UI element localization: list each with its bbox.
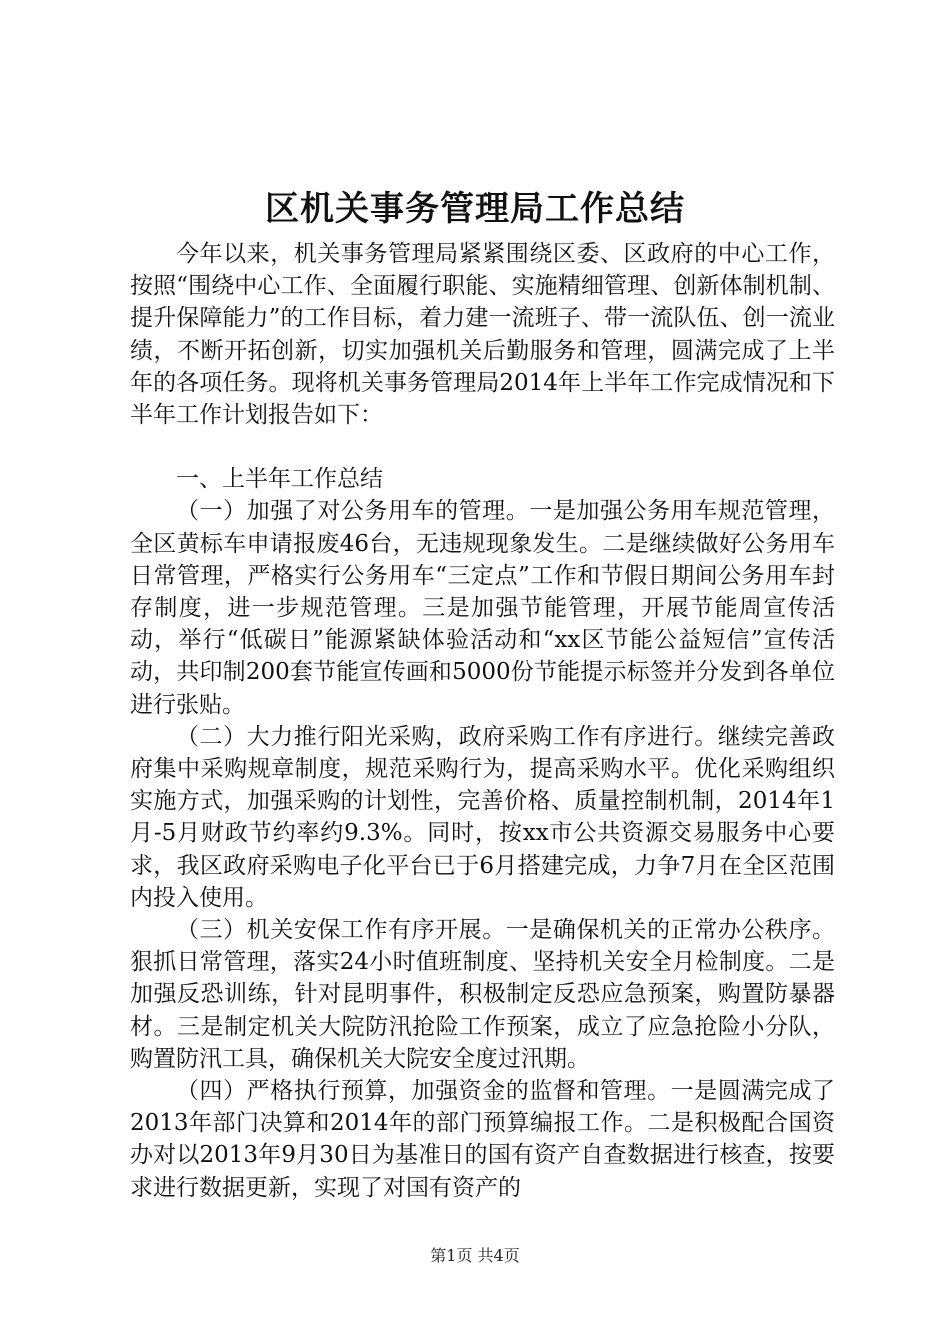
page-number-footer: 第1页 共4页 xyxy=(430,1246,520,1265)
paragraph-item-3: （三）机关安保工作有序开展。一是确保机关的正常办公秩序。狠抓日常管理，落实24小时值班制度、坚持机关安全月检制度。二是加强反恐训练，针对昆明事件，积极制定反恐应急预案，购置防暴器材。三是制定机关大院防汛抢险工作预案，成立了应急抢险小分队，购置防汛工具，确保机关大院安全度过汛期。 xyxy=(130,917,835,1072)
paragraph-item-2: （二）大力推行阳光采购，政府采购工作有序进行。继续完善政府集中采购规章制度，规范采购行为，提高采购水平。优化采购组织实施方式，加强采购的计划性，完善价格、质量控制机制，2014年1月-5月财政节约率约9.3%。同时，按xx市公共资源交易服务中心要求，我区政府采购电子化平台已于6月搭建完成，力争7月在全区范围内投入使用。 xyxy=(130,723,835,911)
paragraph-item-4: （四）严格执行预算，加强资金的监督和管理。一是圆满完成了2013年部门决算和2014年的部门预算编报工作。二是积极配合国资办对以2013年9月30日为基准日的国有资产自查数据进行核查，按要求进行数据更新，实现了对国有资产的 xyxy=(130,1078,835,1201)
document-title: 区机关事务管理局工作总结 xyxy=(265,189,685,229)
paragraph-item-1: （一）加强了对公务用车的管理。一是加强公务用车规范管理，全区黄标车申请报废46台，无违规现象发生。二是继续做好公务用车日常管理，严格实行公务用车“三定点”工作和节假日期间公务用车封存制度，进一步规范管理。三是加强节能管理，开展节能周宣传活动，举行“低碳日”能源紧缺体验活动和“xx区节能公益短信”宣传活动，共印制200套节能宣传画和5000份节能提示标签并分发到各单位进行张贴。 xyxy=(130,498,835,718)
document-body xyxy=(130,238,835,1204)
section-heading: 一、上半年工作总结 xyxy=(176,466,383,493)
paragraph-intro: 今年以来，机关事务管理局紧紧围绕区委、区政府的中心工作，按照“围绕中心工作、全面履行职能、实施精细管理、创新体制机制、提升保障能力”的工作目标，着力建一流班子、带一流队伍、创一流业绩，不断开拓创新，切实加强机关后勤服务和管理，圆满完成了上半年的各项任务。现将机关事务管理局2014年上半年工作完成情况和下半年工作计划报告如下： xyxy=(130,241,835,429)
